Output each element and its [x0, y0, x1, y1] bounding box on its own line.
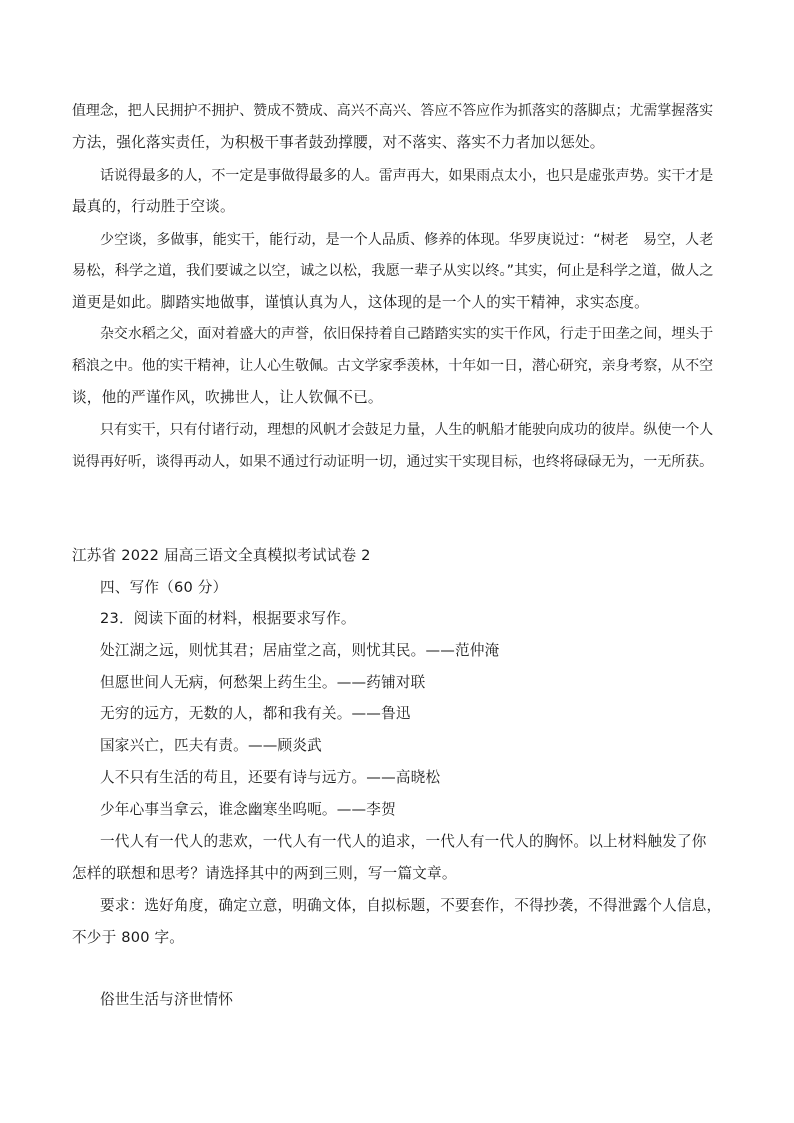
requirement-line: 不少于 800 字。: [72, 929, 185, 946]
essay-line: 少空谈，多做事，能实干，能行动，是一个人品质、修养的体现。华罗庚说过：“树老 易空，人老: [100, 232, 714, 248]
quote-line: 但愿世间人无病，何愁架上药生尘。——药铺对联: [100, 674, 426, 691]
essay-line: 最真的，行动胜于空谈。: [72, 198, 235, 215]
quote-line: 人不只有生活的苟且，还要有诗与远方。——高晓松: [100, 769, 441, 786]
requirement-line: 要求：选好角度，确定立意，明确文体，自拟标题，不要套作，不得抄袭，不得泄露个人信息，: [100, 897, 722, 914]
quote-line: 国家兴亡，匹夫有责。——顾炎武: [100, 737, 322, 754]
section-heading: 四、写作（60 分）: [100, 579, 228, 596]
essay-line: 只有实干，只有付诸行动，理想的风帆才会鼓足力量，人生的帆船才能驶向成功的彼岸。纵使一个人: [100, 422, 714, 438]
essay-line: 稻浪之中。他的实干精神，让人心生敬佩。古文学家季羡林，十年如一日，潜心研究，亲身考察，从不空: [72, 358, 714, 374]
essay-line: 道更是如此。脚踏实地做事，谨慎认真为人，这体现的是一个人的实干精神，求实态度。: [72, 294, 649, 311]
prompt-line: 怎样的联想和思考？请选择其中的两到三则，写一篇文章。: [72, 865, 457, 882]
essay-line: 说得再好听，谈得再动人，如果不通过行动证明一切，通过实干实现目标，也终将碌碌无为，一无所获。: [72, 454, 714, 470]
question-stem: 23．阅读下面的材料，根据要求写作。: [100, 610, 356, 627]
essay-line: 话说得最多的人，不一定是事做得最多的人。雷声再大，如果雨点太小，也只是虚张声势。实干才是: [100, 168, 714, 184]
essay-line: 谈，他的严谨作风，吹拂世人，让人钦佩不已。: [72, 389, 383, 406]
exam-title: 江苏省 2022 届高三语文全真模拟考试试卷 2: [72, 547, 371, 564]
prompt-line: 一代人有一代人的悲欢，一代人有一代人的追求，一代人有一代人的胸怀。以上材料触发了你: [100, 833, 707, 850]
quote-line: 无穷的远方，无数的人，都和我有关。——鲁迅: [100, 705, 411, 722]
essay-line: 易松，科学之道，我们要诚之以空，诚之以松，我愿一辈子从实以终。”其实，何止是科学之道，做人之: [72, 263, 714, 279]
essay-title: 俗世生活与济世情怀: [100, 991, 234, 1008]
essay-line: 值理念，把人民拥护不拥护、赞成不赞成、高兴不高兴、答应不答应作为抓落实的落脚点；尤需掌握落实: [72, 103, 714, 119]
essay-line: 方法，强化落实责任，为积极干事者鼓劲撑腰，对不落实、落实不力者加以惩处。: [72, 134, 605, 151]
essay-line: 杂交水稻之父，面对着盛大的声誉，依旧保持着自己踏踏实实的实干作风，行走于田垄之间，埋头于: [100, 326, 714, 342]
quote-line: 处江湖之远，则忧其君；居庙堂之高，则忧其民。——范仲淹: [100, 642, 500, 659]
quote-line: 少年心事当拿云，谁念幽寒坐呜呃。——李贺: [100, 801, 396, 818]
